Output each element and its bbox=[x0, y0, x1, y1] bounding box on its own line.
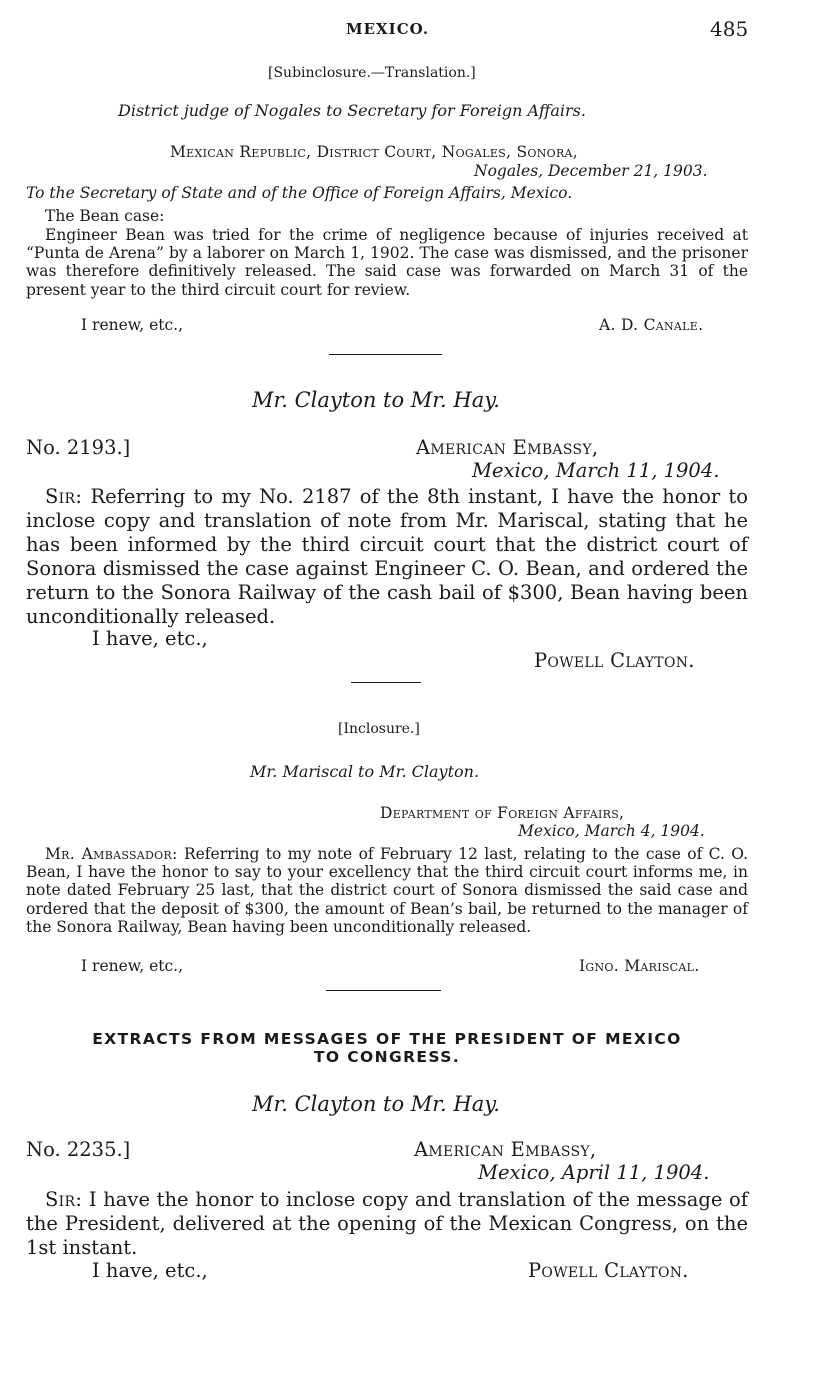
doc4-date: Mexico, April 11, 1904. bbox=[478, 1161, 710, 1184]
doc1-body: Engineer Bean was tried for the crime of negligence because of injuries received at “Punta de Arena” by a laborer on March 1, 1902. The case was dismissed, and the prisoner was therefore definitively released. The said case was forwarded on March 31 of the present year to the third circuit court for review. bbox=[26, 226, 748, 299]
doc3-signature: Igno. Mariscal. bbox=[579, 957, 700, 975]
doc2-closing: I have, etc., bbox=[92, 627, 208, 650]
doc1-place-line: Mexican Republic, District Court, Nogales, Sonora, bbox=[170, 143, 579, 161]
doc2-title: Mr. Clayton to Mr. Hay. bbox=[252, 388, 500, 412]
running-title: MEXICO. bbox=[346, 20, 430, 38]
doc1-title: District judge of Nogales to Secretary for Foreign Affairs. bbox=[118, 101, 586, 120]
doc4-body bbox=[26, 1188, 748, 1260]
doc4-salutation: Sir: bbox=[45, 1188, 83, 1211]
doc1-date-line: Nogales, December 21, 1903. bbox=[474, 162, 708, 180]
doc4-title: Mr. Clayton to Mr. Hay. bbox=[252, 1092, 500, 1116]
doc4-closing: I have, etc., bbox=[92, 1259, 208, 1282]
doc4-body-text: I have the honor to inclose copy and translation of the message of the President, delivered at the opening of the Mexican Congress, on the 1st instant. bbox=[26, 1188, 748, 1259]
doc3-body bbox=[26, 845, 748, 936]
doc3-place: Department of Foreign Affairs, bbox=[380, 804, 625, 822]
subinclosure-label: [Subinclosure.—Translation.] bbox=[268, 65, 476, 81]
doc2-place: American Embassy, bbox=[416, 436, 599, 459]
doc3-closing: I renew, etc., bbox=[81, 957, 184, 975]
separator-rule bbox=[351, 682, 421, 683]
doc4-place: American Embassy, bbox=[414, 1138, 597, 1161]
doc2-body-text: Referring to my No. 2187 of the 8th instant, I have the honor to inclose copy and translation of note from Mr. Mariscal, stating that he has been informed by the third circuit court that the district court of Sonora dismissed the case against Engineer C. O. Bean, and ordered the return to the Sonora Railway of the cash bail of $300, Bean having been unconditionally released. bbox=[26, 485, 749, 628]
doc1-case-heading: The Bean case: bbox=[45, 207, 165, 225]
doc4-signature: Powell Clayton. bbox=[528, 1259, 689, 1282]
doc3-body-text: Referring to my note of February 12 last, relating to the case of C. O. Bean, I have the honor to say to your excellency that the third circuit court informs me, in note dated February 25 last, that the district court of Sonora dismissed the said case and ordered that the deposit of $300, the amount of Bean’s bail, be returned to the manager of the Sonora Railway, Bean having been unconditionally released. bbox=[26, 845, 748, 936]
document-page bbox=[26, 0, 748, 1379]
doc2-date: Mexico, March 11, 1904. bbox=[472, 459, 720, 482]
separator-rule bbox=[329, 354, 442, 355]
doc1-addressee: To the Secretary of State and of the Office of Foreign Affairs, Mexico. bbox=[26, 184, 573, 202]
doc4-number: No. 2235.] bbox=[26, 1138, 131, 1161]
doc2-body bbox=[26, 485, 748, 629]
doc2-salutation: Sir: bbox=[45, 485, 83, 508]
doc1-closing: I renew, etc., bbox=[81, 316, 184, 334]
separator-rule bbox=[326, 990, 441, 991]
doc3-title: Mr. Mariscal to Mr. Clayton. bbox=[250, 762, 480, 781]
doc1-signature: A. D. Canale. bbox=[599, 316, 704, 334]
doc3-date: Mexico, March 4, 1904. bbox=[518, 822, 705, 840]
section-heading-line2: TO CONGRESS. bbox=[313, 1048, 461, 1066]
section-heading-line1: EXTRACTS FROM MESSAGES OF THE PRESIDENT OF MEXICO bbox=[92, 1030, 682, 1048]
doc2-number: No. 2193.] bbox=[26, 436, 131, 459]
doc3-salutation: Mr. Ambassador: bbox=[45, 845, 178, 863]
doc2-signature: Powell Clayton. bbox=[534, 649, 695, 672]
page-number: 485 bbox=[710, 17, 749, 41]
inclosure-label: [Inclosure.] bbox=[338, 721, 420, 737]
